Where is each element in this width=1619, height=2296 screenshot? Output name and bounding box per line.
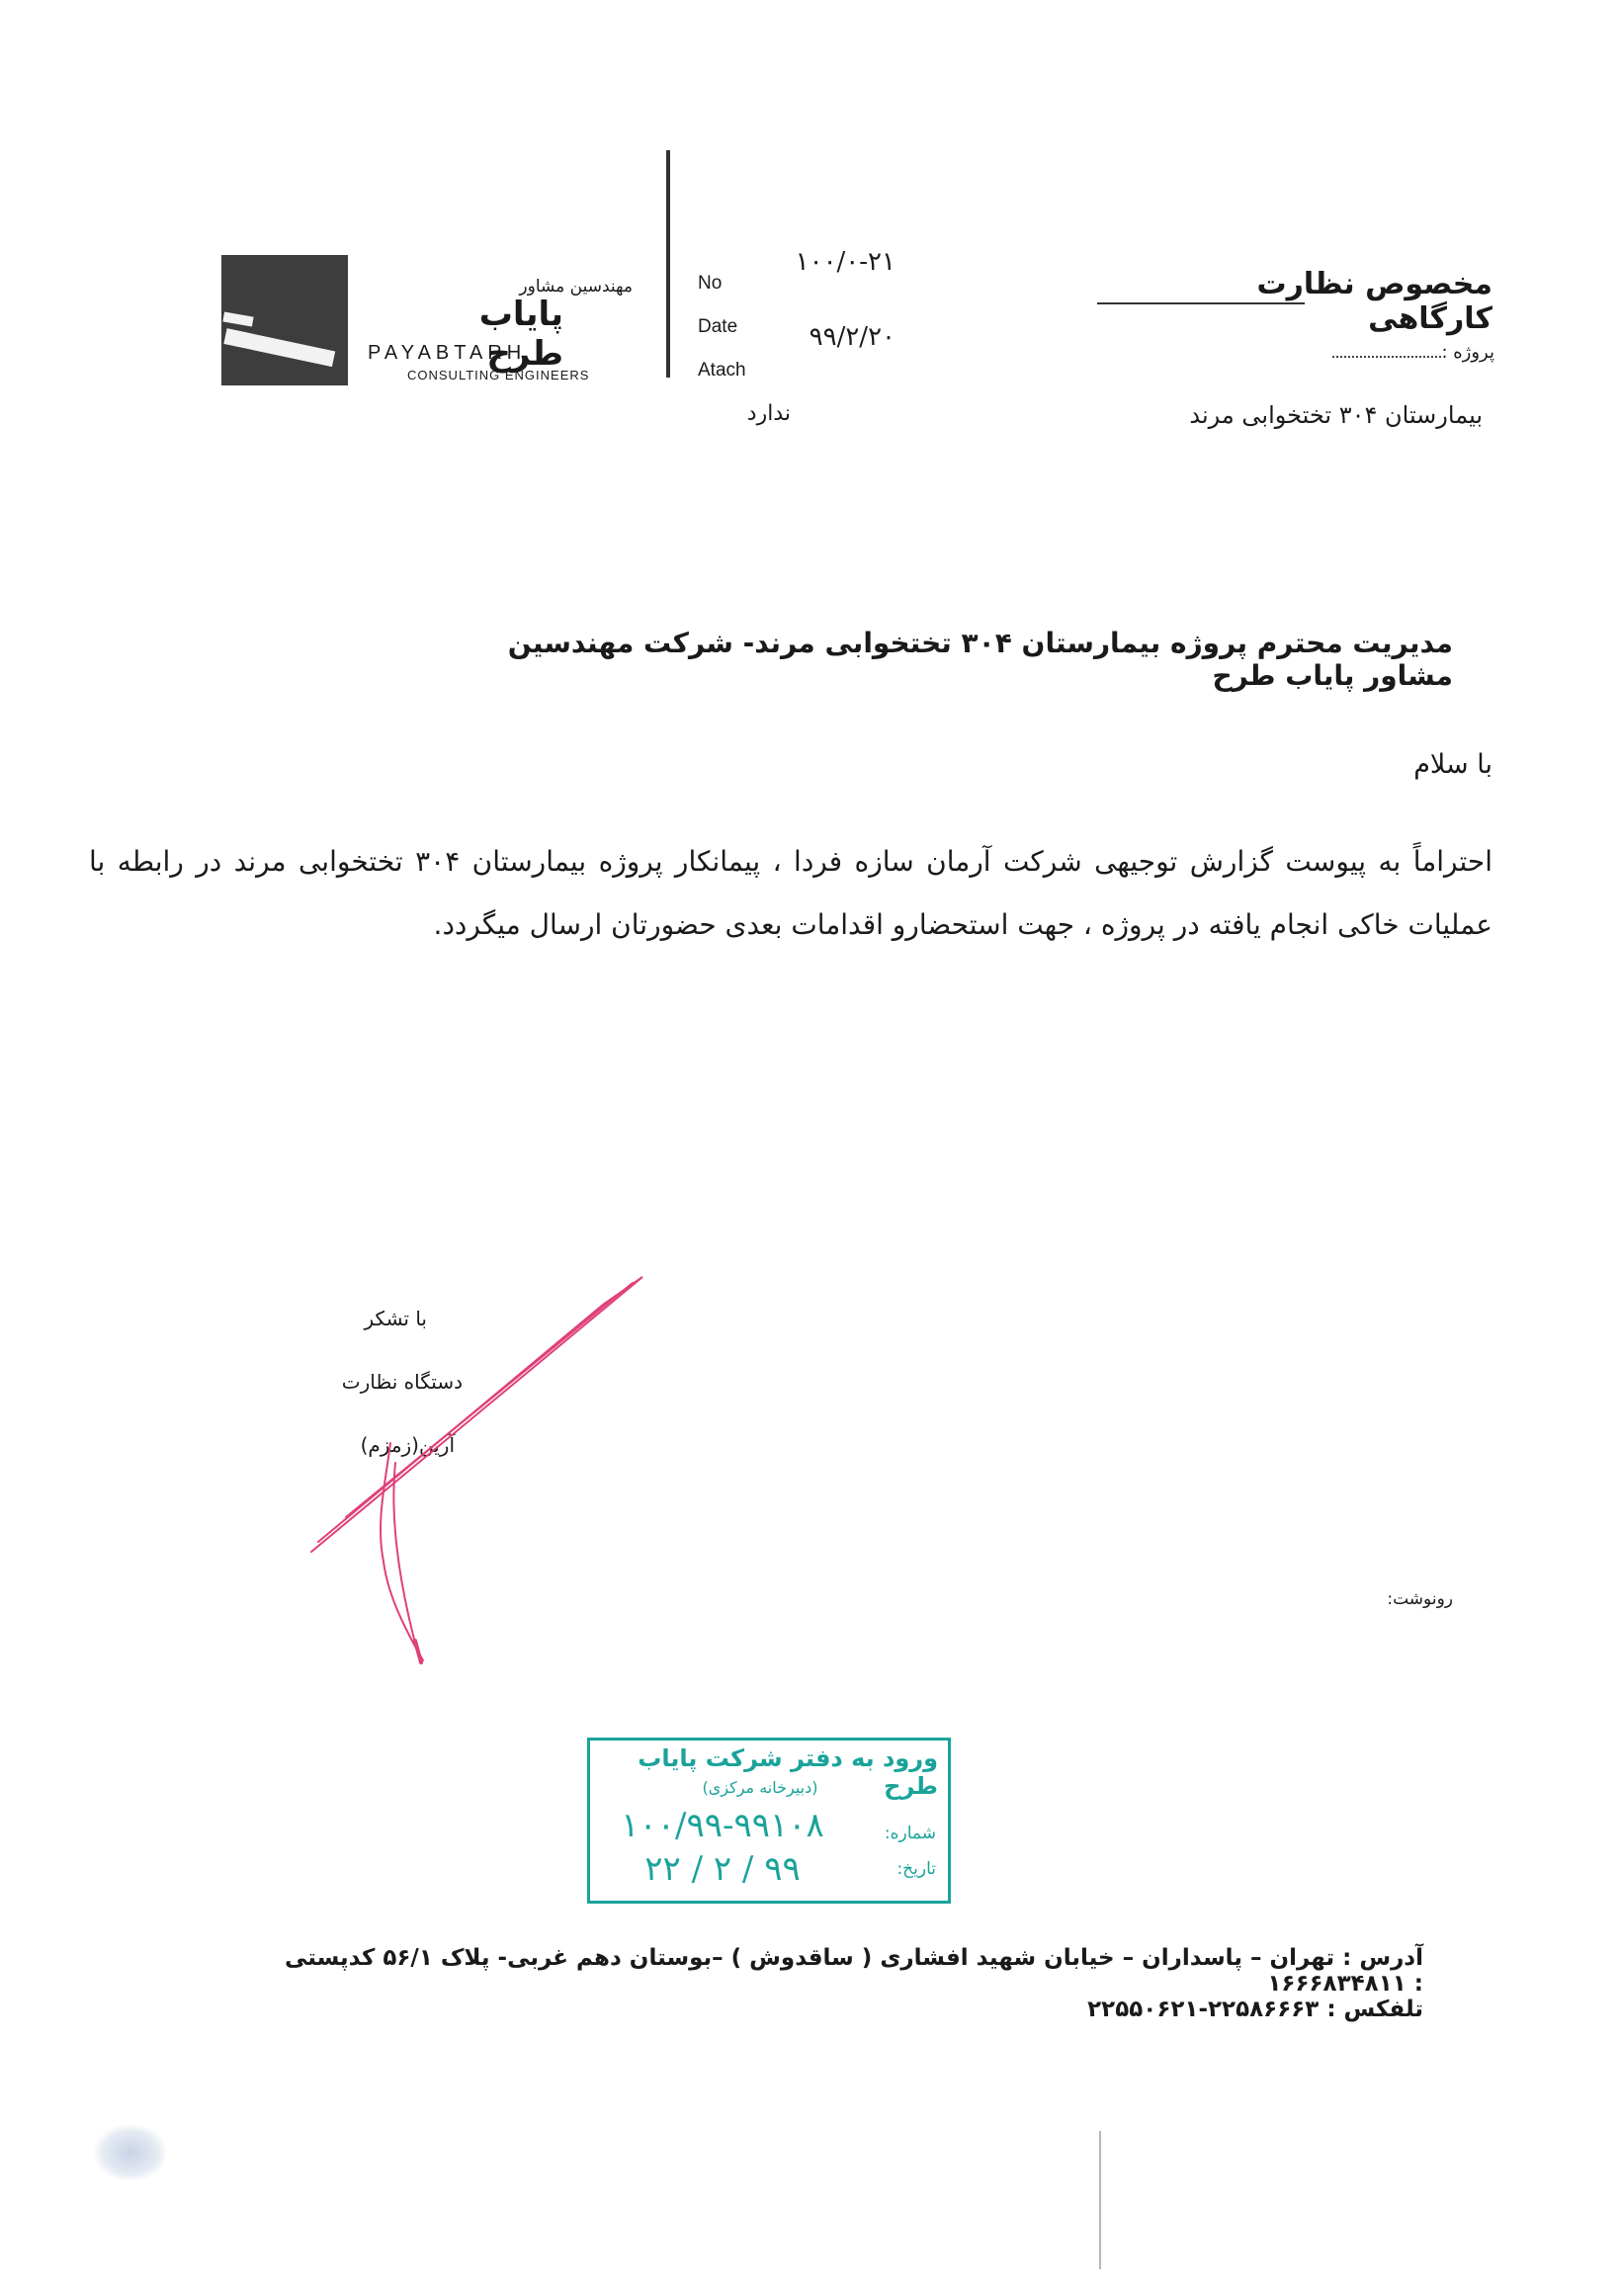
project-label: پروژه : <box>1441 342 1494 363</box>
letter-number: ۱۰۰/۰-۲۱ <box>795 247 895 277</box>
scan-smudge <box>95 2125 166 2180</box>
company-logo <box>221 255 348 385</box>
header-title-underline <box>1097 302 1305 304</box>
signature-stroke <box>415 1641 421 1662</box>
letterhead-subtitle-fa: مهندسین مشاور <box>519 277 633 297</box>
letter-addressee: مدیریت محترم پروژه بیمارستان ۳۰۴ تختخوابی مرند- شرکت مهندسین مشاور پایاب طرح <box>507 627 1453 692</box>
letterhead-name-fa: پایاب طرح <box>478 295 563 374</box>
signature-stroke <box>346 1283 633 1517</box>
letter-greeting: با سلام <box>1413 749 1492 780</box>
cc-label: رونوشت: <box>1387 1589 1453 1609</box>
attachment-value: ندارد <box>746 401 791 426</box>
signer-department: دستگاه نظارت <box>341 1370 463 1394</box>
signature-stroke <box>311 1277 642 1552</box>
letterhead-tagline-en: CONSULTING ENGINEERS <box>407 368 590 383</box>
no-label: No <box>698 273 723 294</box>
signer-name: آرین(زمزم) <box>360 1433 455 1457</box>
stamp-number-label: شماره: <box>884 1824 936 1843</box>
letter-body-paragraph: احتراماً به پیوست گزارش توجیهی شرکت آرمان سازه فردا ، پیمانکار پروژه بیمارستان ۳۰۴ تختخوابی مرند در رابطه با عملیات خاکی انجام یافته در پروژه ، جهت استحضارو اقدامات بعدی حضورتان ارسال میگردد. <box>89 845 1492 941</box>
scan-artifact-line <box>1099 2131 1101 2269</box>
stamp-subtitle: (دبیرخانه مرکزی) <box>702 1778 818 1797</box>
signature-stroke <box>393 1463 417 1651</box>
footer-fax: تلفکس : ۲۲۵۸۶۶۶۳-۲۲۵۵۰۶۲۱ <box>1087 1997 1423 2022</box>
logo-mark-accent <box>222 311 253 326</box>
receipt-stamp <box>587 1738 951 1904</box>
stamp-title: ورود به دفتر شرکت پایاب طرح <box>638 1744 938 1800</box>
logo-mark-stripe <box>223 328 335 367</box>
handwritten-signature <box>306 1265 652 1670</box>
project-hospital-name: بیمارستان ۳۰۴ تختخوابی مرند <box>1189 401 1483 429</box>
header-divider <box>666 150 670 378</box>
stamp-date-label: تاریخ: <box>896 1859 936 1879</box>
footer-address: آدرس : تهران – پاسداران – خیابان شهید افشاری ( ساقدوش ) –بوستان دهم غربی- پلاک ۵۶/۱ کدپستی : ۱۶۶۶۸۳۴۸۱۱ <box>284 1945 1423 1997</box>
letter-date: ۹۹/۲/۲۰ <box>809 322 895 352</box>
letterhead-name-en: PAYABTARH <box>368 342 527 364</box>
closing-thanks: با تشکر <box>364 1307 427 1330</box>
header-title: مخصوص نظارت کارگاهی <box>1256 267 1492 336</box>
date-label: Date <box>698 316 738 337</box>
project-field <box>1285 342 1494 363</box>
stamp-number-value: ۱۰۰/۹۹-۹۹۱۰۸ <box>621 1806 824 1845</box>
attachment-label: Atach <box>698 360 746 381</box>
stamp-date-value: ۹۹ / ۲ / ۲۲ <box>644 1849 801 1889</box>
project-blank-line <box>1332 356 1441 358</box>
